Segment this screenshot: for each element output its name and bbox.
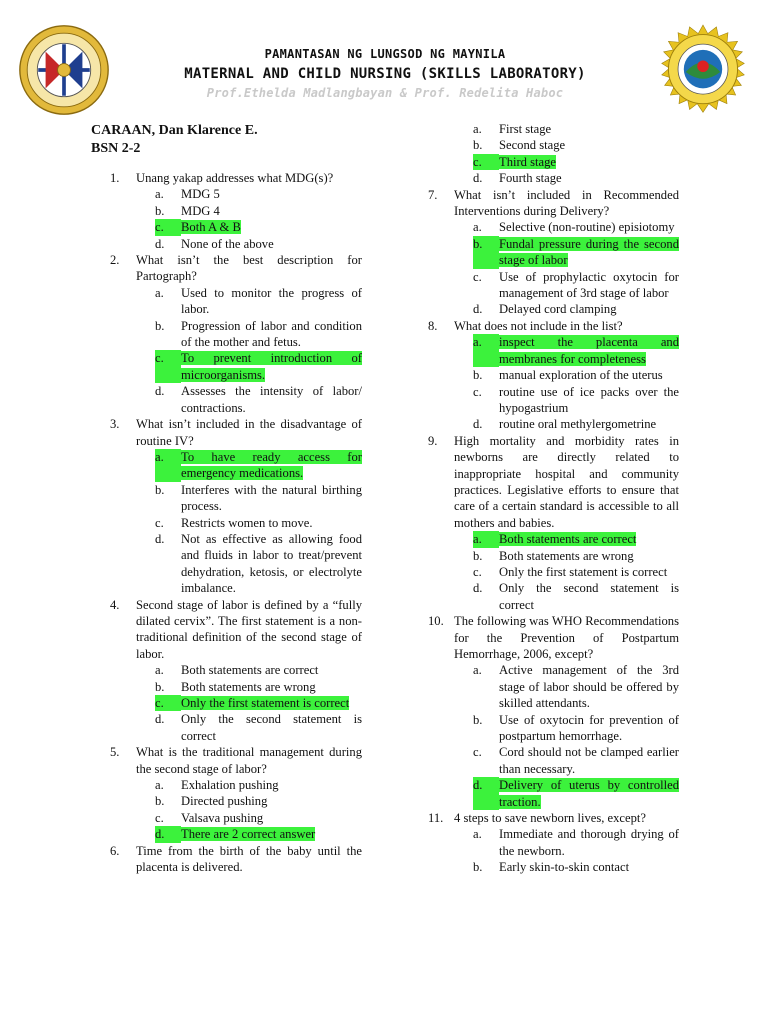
option-label: Use of prophylactic oxytocin for management of 3rd stage of labor — [499, 269, 679, 301]
option-text — [181, 793, 362, 809]
option-text — [499, 219, 679, 235]
question-stem — [428, 187, 679, 220]
option-text — [499, 154, 679, 170]
answer-option — [155, 285, 362, 318]
highlighted-answer: inspect the placenta and membranes for completeness — [499, 335, 679, 366]
college-seal-right — [655, 24, 751, 120]
answer-option — [155, 826, 362, 842]
answer-option — [473, 269, 679, 302]
option-letter: d. — [473, 171, 483, 186]
option-text — [181, 219, 362, 235]
option-label: Directed pushing — [181, 794, 268, 809]
option-letter: b. — [155, 318, 165, 333]
option-text — [499, 416, 679, 432]
option-letter: d. — [473, 417, 483, 432]
option-letter: d. — [155, 531, 165, 546]
student-name: CARAAN, Dan Klarence E. — [91, 123, 258, 138]
question-number: 9. — [428, 433, 438, 448]
option-label: First stage — [499, 122, 552, 136]
option-label: Both statements are wrong — [181, 679, 316, 694]
option-label: Only the first statement is correct — [499, 564, 668, 579]
university-seal-left — [18, 24, 110, 116]
right-questions — [428, 187, 679, 876]
answer-option — [155, 236, 362, 252]
question-stem — [110, 252, 362, 285]
option-label: routine oral methylergometrine — [499, 417, 657, 432]
option-letter: a. — [155, 449, 181, 482]
question-6-options — [428, 121, 679, 187]
answer-option — [155, 531, 362, 597]
option-letter: a. — [155, 663, 164, 678]
option-text — [499, 121, 679, 137]
question-item — [428, 187, 679, 318]
question-text: What isn’t the best description for Partograph? — [136, 253, 362, 284]
option-text — [181, 186, 362, 202]
answer-option — [155, 679, 362, 695]
answer-option — [155, 383, 362, 416]
answer-option — [473, 219, 679, 235]
option-text — [181, 711, 362, 744]
answer-option — [473, 384, 679, 417]
question-number: 11. — [428, 811, 444, 826]
university-name: PAMANTASAN NG LUNGSOD NG MAYNILA — [264, 47, 506, 61]
option-label: Active management of the 3rd stage of labor should be offered by skilled attendants. — [499, 663, 679, 711]
option-letter: b. — [473, 860, 483, 875]
answer-option — [155, 186, 362, 202]
highlighted-answer: Third stage — [499, 154, 557, 169]
answer-option — [155, 203, 362, 219]
option-letter: c. — [155, 219, 181, 235]
option-text — [499, 236, 679, 269]
option-label: Delayed cord clamping — [499, 302, 617, 317]
question-stem — [428, 810, 679, 826]
option-text — [499, 269, 679, 302]
answer-option — [155, 662, 362, 678]
option-letter: b. — [473, 138, 483, 153]
option-label: Only the second statement is correct — [181, 712, 362, 743]
answer-option — [473, 712, 679, 745]
option-letter: d. — [155, 712, 165, 727]
question-text: 4 steps to save newborn lives, except? — [454, 811, 646, 826]
answer-option — [473, 580, 679, 613]
question-stem — [428, 318, 679, 334]
option-letter: c. — [155, 515, 164, 530]
option-text — [181, 531, 362, 597]
option-letter: b. — [155, 203, 165, 218]
question-text: The following was WHO Recommendations for the Prevention of Postpartum Hemorrhage, 2006, except? — [454, 614, 679, 661]
question-item — [110, 252, 362, 416]
highlighted-answer: Fundal pressure during the second stage of labor — [499, 236, 679, 268]
question-stem — [110, 170, 362, 186]
answer-option — [473, 662, 679, 711]
question-text: High mortality and morbidity rates in newborns are directly related to inappropriate hospital and community practices. Legislative efforts to ensure that care of a certain standard is accessible to all mothers and babies. — [454, 433, 679, 530]
question-item — [428, 613, 679, 810]
answer-option — [473, 121, 679, 137]
answer-option — [473, 744, 679, 777]
answer-option — [473, 236, 679, 269]
option-text — [181, 810, 362, 826]
question-item — [428, 810, 679, 876]
option-label: manual exploration of the uterus — [499, 368, 663, 383]
option-letter: a. — [473, 531, 499, 547]
option-label: Fourth stage — [499, 171, 562, 186]
option-label: Restricts women to move. — [181, 515, 313, 530]
option-letter: a. — [473, 827, 482, 842]
question-item — [110, 170, 362, 252]
option-label: Exhalation pushing — [181, 778, 279, 793]
option-label: None of the above — [181, 236, 274, 251]
option-label: MDG 5 — [181, 187, 220, 202]
student-section: BSN 2-2 — [91, 141, 141, 156]
option-letter: b. — [473, 368, 483, 383]
option-text — [499, 564, 679, 580]
option-letter: d. — [155, 236, 165, 251]
option-text — [499, 712, 679, 745]
answer-option — [155, 793, 362, 809]
option-label: Use of oxytocin for prevention of postpartum hemorrhage. — [499, 712, 679, 744]
highlighted-answer: To prevent introduction of microorganisms. — [181, 351, 362, 382]
option-letter: c. — [473, 154, 499, 170]
option-letter: c. — [155, 695, 181, 711]
question-item — [110, 843, 362, 876]
option-letter: d. — [473, 777, 499, 810]
answer-option — [155, 695, 362, 711]
question-text: What is the traditional management during the second stage of labor? — [136, 745, 362, 776]
option-text — [499, 301, 679, 317]
answer-option — [155, 318, 362, 351]
question-number: 5. — [110, 745, 120, 760]
answer-option — [155, 515, 362, 531]
question-number: 6. — [110, 843, 120, 858]
option-label: Both statements are correct — [181, 663, 319, 678]
option-letter: c. — [473, 269, 482, 284]
option-label: Interferes with the natural birthing process. — [181, 482, 362, 514]
question-number: 3. — [110, 417, 120, 432]
option-text — [181, 482, 362, 515]
option-text — [499, 580, 679, 613]
answer-option — [473, 859, 679, 875]
option-text — [181, 285, 362, 318]
course-title: MATERNAL AND CHILD NURSING (SKILLS LABORATORY) — [184, 66, 586, 82]
option-text — [181, 203, 362, 219]
option-letter: a. — [155, 778, 164, 793]
right-column — [428, 121, 679, 876]
question-item — [110, 744, 362, 842]
option-letter: a. — [155, 285, 164, 300]
question-stem — [110, 744, 362, 777]
option-letter: c. — [473, 384, 482, 399]
left-column — [110, 170, 362, 875]
answer-option — [155, 219, 362, 235]
option-letter: b. — [155, 679, 165, 694]
question-item — [428, 318, 679, 433]
highlighted-answer: To have ready access for emergency medications. — [181, 449, 362, 481]
option-text — [181, 695, 362, 711]
answer-option — [155, 711, 362, 744]
question-number: 10. — [428, 614, 444, 629]
question-number: 8. — [428, 318, 438, 333]
option-label: Selective (non-routine) episiotomy — [499, 220, 675, 235]
option-text — [499, 384, 679, 417]
option-label: Valsava pushing — [181, 810, 264, 825]
option-text — [499, 531, 679, 547]
option-letter: b. — [155, 482, 165, 497]
option-text — [499, 859, 679, 875]
answer-option — [473, 367, 679, 383]
option-letter: b. — [473, 712, 483, 727]
option-letter: d. — [155, 826, 181, 842]
option-text — [499, 548, 679, 564]
question-stem — [428, 433, 679, 531]
option-text — [499, 662, 679, 711]
option-text — [499, 334, 679, 367]
answer-option — [155, 777, 362, 793]
option-letter: b. — [473, 236, 499, 269]
option-label: Second stage — [499, 138, 566, 153]
question-text: Second stage of labor is defined by a “fully dilated cervix”. The first statement is a non-traditional definition of the second stage of labor. — [136, 597, 362, 661]
question-item — [110, 416, 362, 596]
answer-option — [473, 531, 679, 547]
question-text: Time from the birth of the baby until the placenta is delivered. — [136, 843, 362, 875]
option-letter: b. — [155, 794, 165, 809]
question-stem — [110, 843, 362, 876]
option-letter: c. — [473, 564, 482, 579]
question-item — [110, 597, 362, 745]
option-letter: a. — [473, 663, 482, 678]
option-label: Not as effective as allowing food and fluids in labor to treat/prevent dehydration, ketosis, or electrolyte imbalance. — [181, 531, 362, 596]
highlighted-answer: Delivery of uterus by controlled traction. — [499, 778, 679, 809]
option-label: Early skin-to-skin contact — [499, 860, 630, 875]
answer-option — [155, 449, 362, 482]
option-label: Only the second statement is correct — [499, 581, 679, 612]
option-text — [181, 350, 362, 383]
question-item — [428, 433, 679, 613]
question-number: 4. — [110, 597, 120, 612]
option-text — [499, 777, 679, 810]
answer-option — [473, 137, 679, 153]
option-text — [181, 777, 362, 793]
option-text — [499, 170, 679, 186]
answer-option — [473, 154, 679, 170]
question-text: Unang yakap addresses what MDG(s)? — [136, 171, 334, 185]
option-text — [181, 679, 362, 695]
question-stem — [110, 416, 362, 449]
answer-option — [473, 826, 679, 859]
question-number: 1. — [110, 171, 120, 185]
option-letter: a. — [473, 122, 482, 136]
answer-option — [473, 777, 679, 810]
student-info — [91, 122, 258, 158]
option-text — [181, 449, 362, 482]
option-label: Both statements are wrong — [499, 548, 634, 563]
option-label: Assesses the intensity of labor/ contractions. — [181, 384, 362, 415]
answer-option — [473, 564, 679, 580]
option-label: Progression of labor and condition of the mother and fetus. — [181, 318, 362, 350]
option-text — [499, 826, 679, 859]
option-label: Immediate and thorough drying of the newborn. — [499, 827, 679, 858]
question-number: 7. — [428, 187, 438, 202]
question-text: What does not include in the list? — [454, 318, 623, 333]
option-letter: a. — [473, 220, 482, 235]
option-text — [181, 515, 362, 531]
option-label: Cord should not be clamped earlier than necessary. — [499, 745, 679, 776]
option-letter: c. — [155, 810, 164, 825]
answer-option — [155, 350, 362, 383]
option-letter: a. — [473, 334, 499, 367]
question-stem — [428, 613, 679, 662]
option-text — [181, 383, 362, 416]
option-letter: d. — [473, 302, 483, 317]
question-text: What isn’t included in the disadvantage of routine IV? — [136, 417, 362, 448]
option-letter: b. — [473, 548, 483, 563]
answer-option — [473, 170, 679, 186]
option-letter: d. — [473, 581, 483, 596]
option-letter: d. — [155, 384, 165, 399]
option-letter: c. — [155, 350, 181, 383]
option-label: Used to monitor the progress of labor. — [181, 285, 362, 317]
highlighted-answer: Both statements are correct — [499, 532, 637, 547]
answer-option — [155, 482, 362, 515]
answer-option — [473, 334, 679, 367]
option-letter: a. — [155, 187, 164, 202]
option-letter: c. — [473, 745, 482, 760]
question-stem — [110, 597, 362, 663]
option-text — [181, 826, 362, 842]
highlighted-answer: There are 2 correct answer — [181, 827, 316, 842]
answer-option — [473, 416, 679, 432]
highlighted-answer: Both A & B — [181, 220, 241, 235]
highlighted-answer: Only the first statement is correct — [181, 696, 350, 710]
option-label: MDG 4 — [181, 203, 220, 218]
option-text — [499, 744, 679, 777]
answer-option — [473, 301, 679, 317]
answer-option — [155, 810, 362, 826]
option-text — [181, 662, 362, 678]
option-text — [499, 137, 679, 153]
option-text — [181, 318, 362, 351]
question-number: 2. — [110, 253, 120, 268]
professors-line: Prof.Ethelda Madlangbayan & Prof. Redelita Haboc — [206, 86, 564, 100]
answer-option — [473, 548, 679, 564]
option-label: routine use of ice packs over the hypogastrium — [499, 384, 679, 415]
option-text — [499, 367, 679, 383]
question-text: What isn’t included in Recommended Interventions during Delivery? — [454, 187, 679, 219]
option-text — [181, 236, 362, 252]
